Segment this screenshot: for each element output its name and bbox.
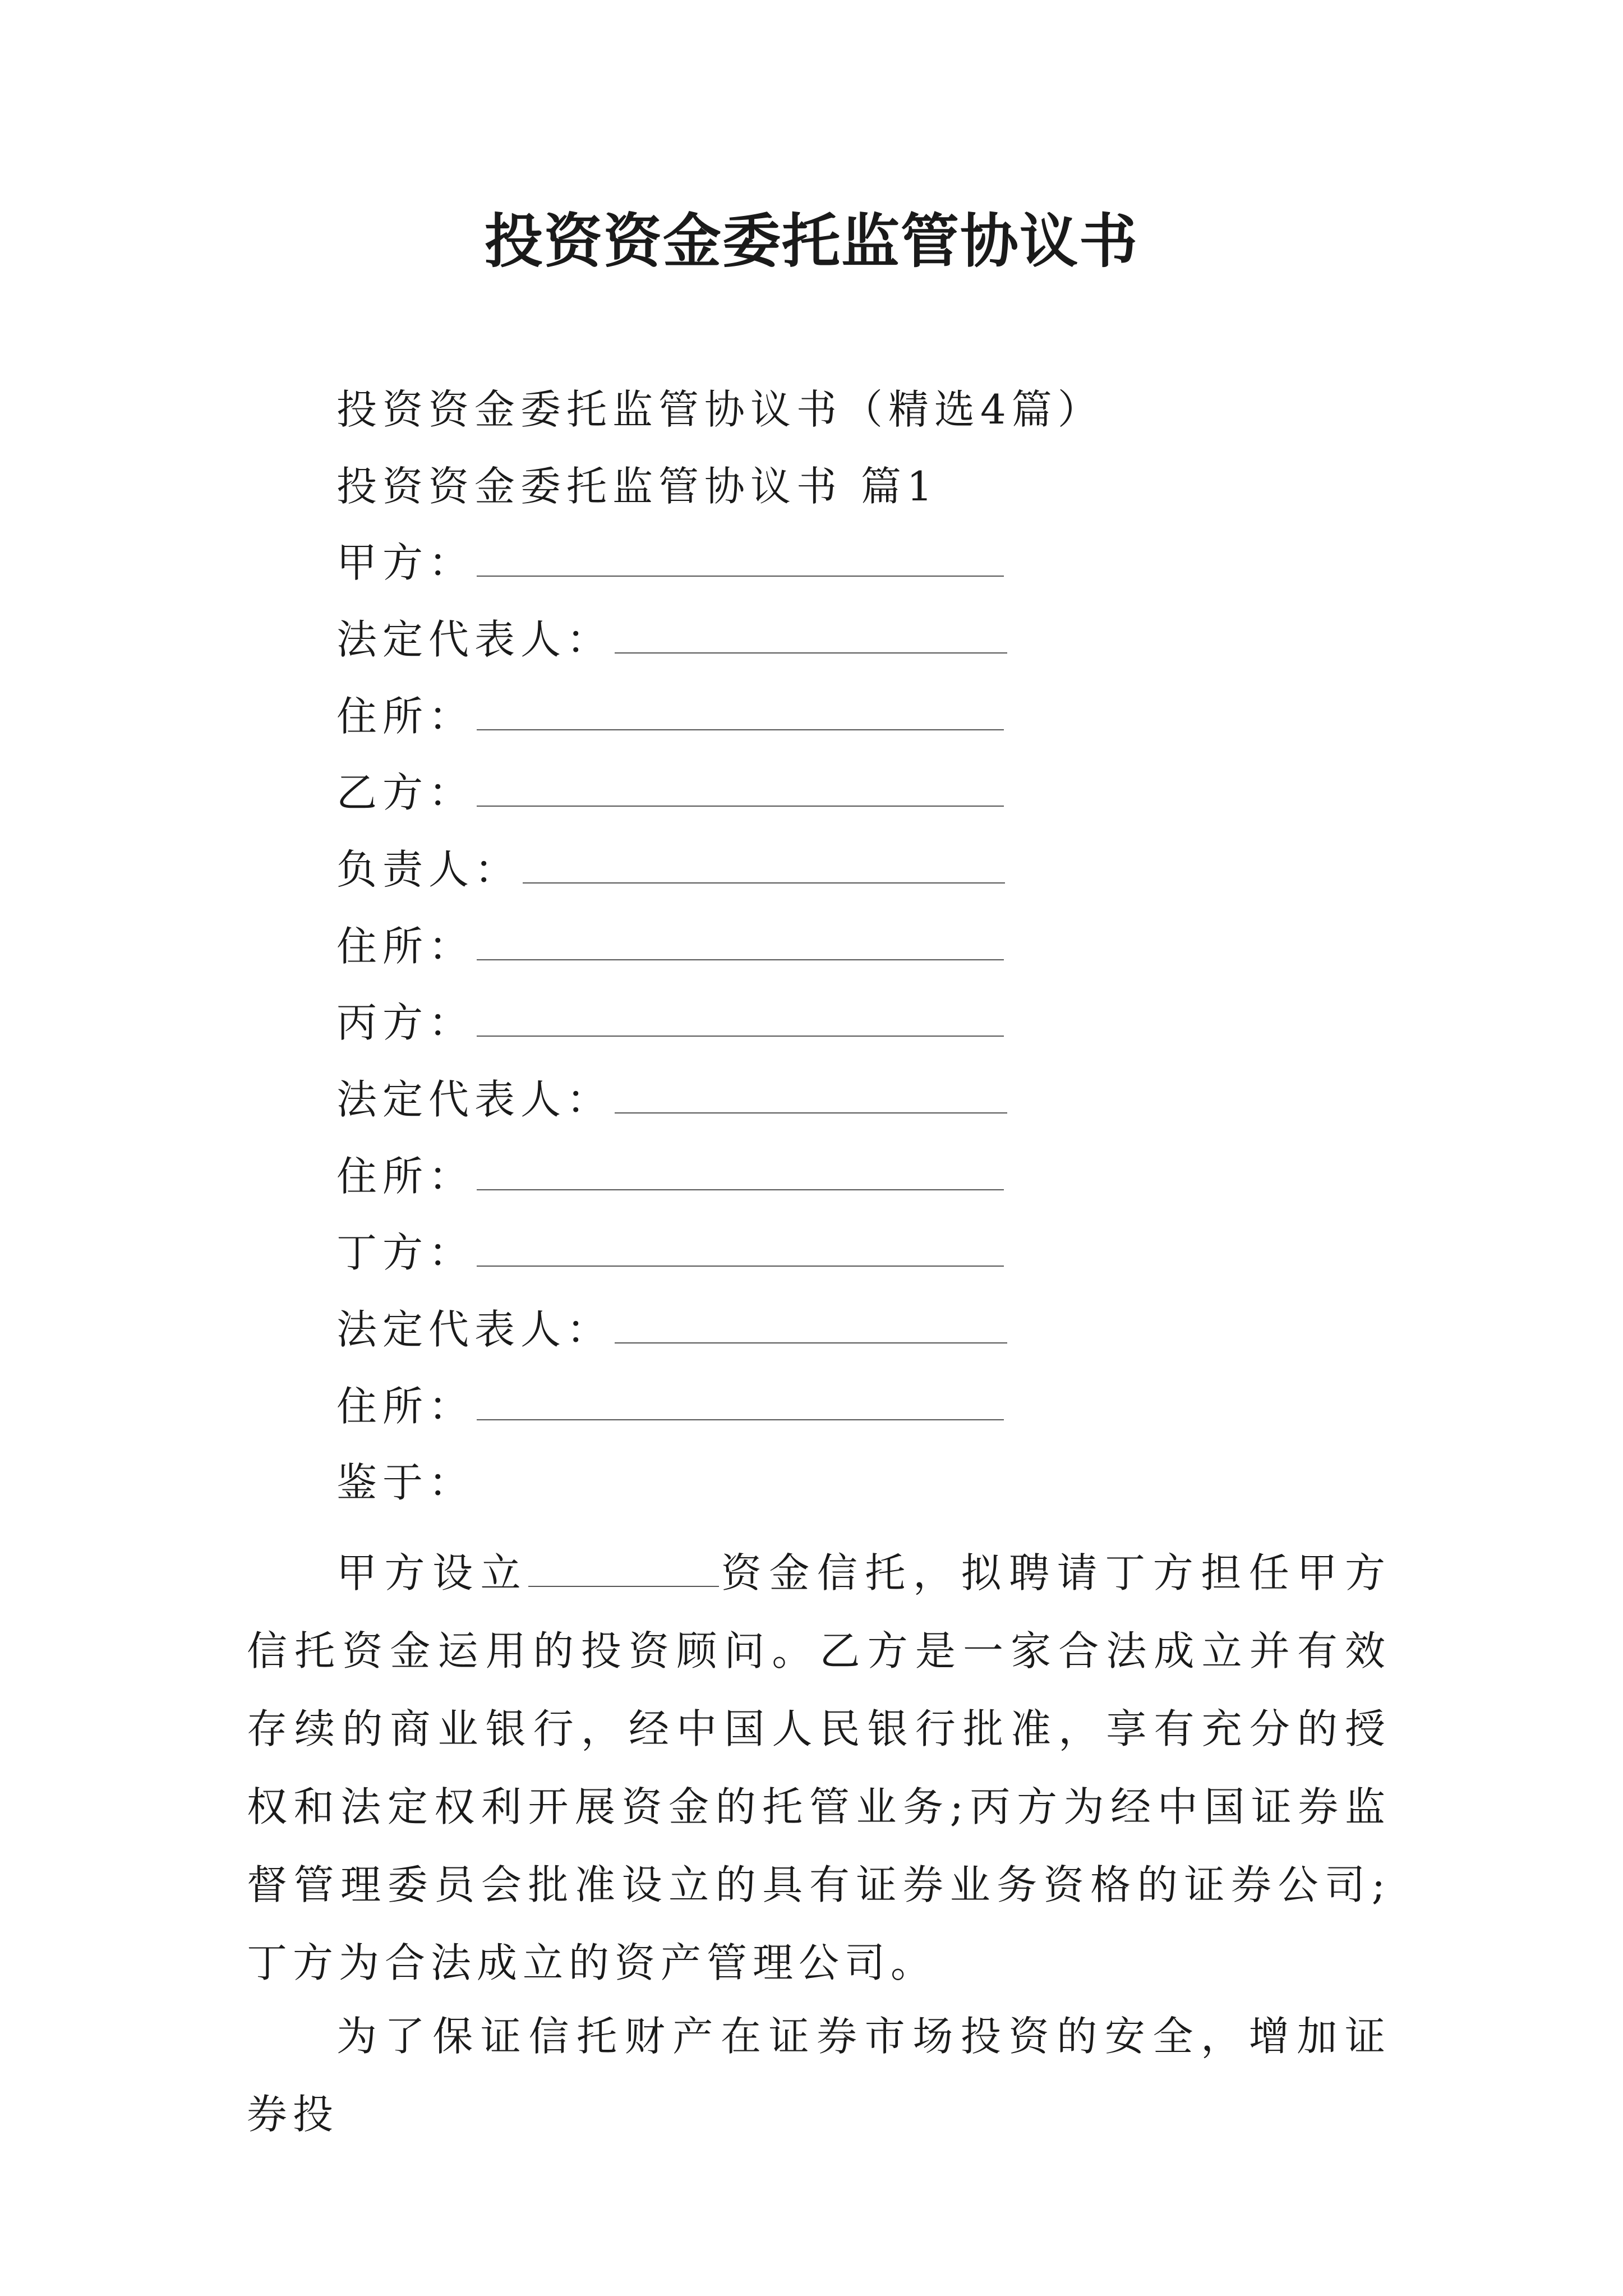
field-label: 乙方： (336, 769, 475, 816)
field-party-d (336, 1225, 1004, 1281)
field-address-a (336, 688, 1004, 744)
paragraph-whereas (247, 1534, 1391, 2002)
fill-in-blank (615, 1309, 1007, 1343)
field-label: 法定代表人： (336, 616, 613, 663)
field-legal-rep-c (336, 1071, 1007, 1128)
paragraph-lead-text: 甲方设立 (336, 1549, 529, 1596)
document-title: 投资资金委托监管协议书 (484, 206, 1138, 275)
field-label: 丙方： (336, 999, 475, 1046)
field-address-b (336, 918, 1004, 974)
field-label: 负责人： (336, 846, 521, 893)
field-label: 住所： (336, 1153, 475, 1200)
fill-in-blank (615, 619, 1007, 654)
fill-in-blank (477, 1232, 1004, 1267)
field-label: 丁方： (336, 1229, 475, 1276)
section-heading: 投资资金委托监管协议书 篇1 (336, 463, 938, 510)
field-label: 法定代表人： (336, 1076, 613, 1123)
whereas-label: 鉴于： (336, 1459, 475, 1506)
fill-in-blank (615, 1079, 1007, 1114)
document-subtitle: 投资资金委托监管协议书（精选4篇） (336, 386, 1104, 433)
paragraph-purpose: 为了保证信托财产在证券市场投资的安全，增加证券投 (247, 2013, 1391, 2138)
fill-in-blank (477, 696, 1004, 730)
field-responsible-b (336, 841, 1005, 898)
field-party-b (336, 765, 1004, 821)
field-legal-rep-a (336, 611, 1007, 668)
fill-in-blank (477, 926, 1004, 960)
fill-in-blank (477, 1002, 1004, 1037)
paragraph-body-text: 资金信托，拟聘请丁方担任甲方信托资金运用的投资顾问。乙方是一家合法成立并有效存续的商业银行，经中国人民银行批准，享有充分的授权和法定权利开展资金的托管业务;丙方为经中国证券监督管理委员会批准设立的具有证券业务资格的证券公司;丁方为合法成立的资产管理公司。 (247, 1549, 1391, 1986)
field-label: 住所： (336, 923, 475, 970)
fill-in-blank (477, 772, 1004, 807)
field-address-d (336, 1378, 1004, 1434)
fill-in-blank (528, 1552, 719, 1587)
field-label: 住所： (336, 693, 475, 740)
fill-in-blank (523, 849, 1005, 884)
field-label: 甲方： (336, 539, 475, 586)
field-legal-rep-d (336, 1301, 1007, 1358)
fill-in-blank (477, 1386, 1004, 1420)
field-party-c (336, 995, 1004, 1051)
fill-in-blank (477, 542, 1004, 577)
fill-in-blank (477, 1156, 1004, 1190)
field-address-c (336, 1148, 1004, 1204)
field-label: 法定代表人： (336, 1306, 613, 1353)
field-party-a (336, 535, 1004, 591)
field-label: 住所： (336, 1383, 475, 1430)
